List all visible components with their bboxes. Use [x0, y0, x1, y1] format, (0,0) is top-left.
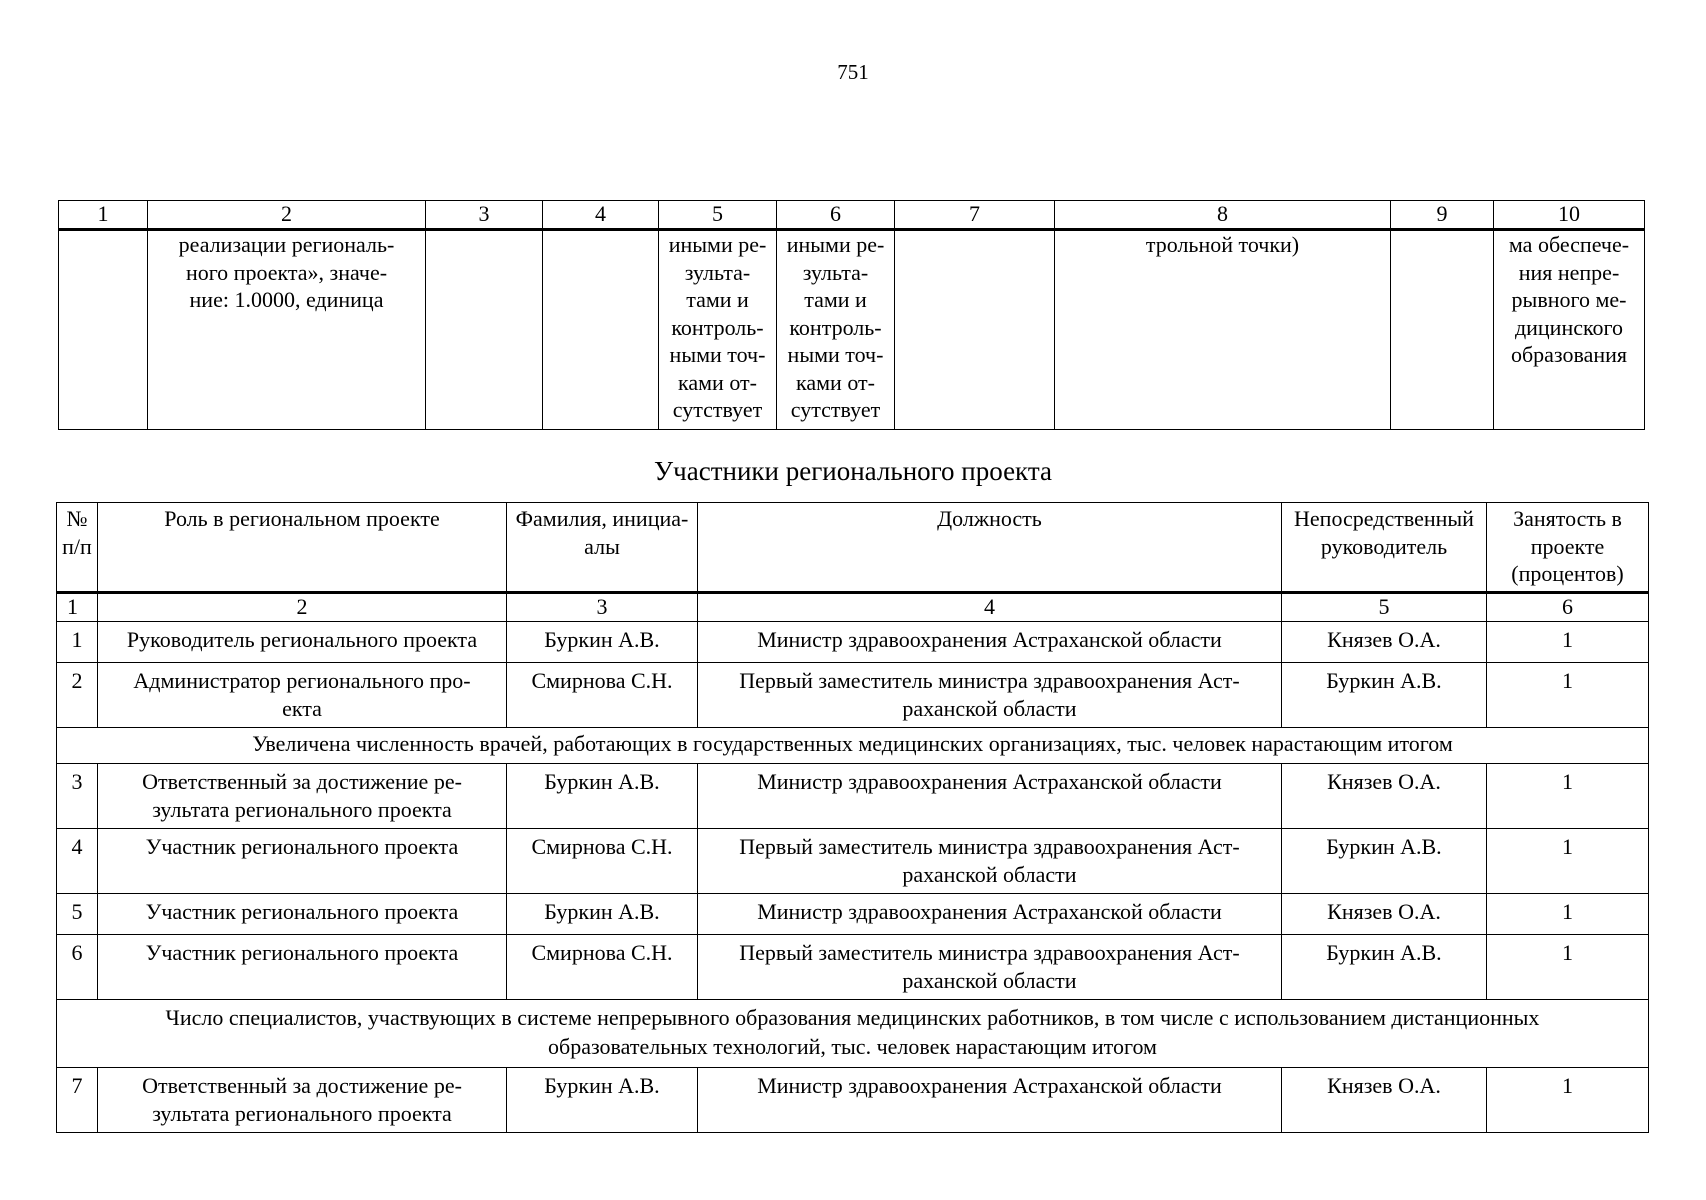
section-heading: [57, 728, 1649, 764]
cell-line: Участник регионального проекта: [145, 834, 459, 859]
column-number-row: [59, 201, 1645, 230]
cell-line: Ответственный за достижение ре-: [142, 769, 462, 794]
cell-line: иными ре-: [668, 232, 767, 257]
row-number: 1: [57, 622, 98, 663]
manager-cell: Буркин А.В.: [1282, 663, 1487, 728]
header-number: [57, 503, 98, 593]
cell-line: дицинского: [1514, 314, 1624, 340]
position-cell: [698, 1068, 1282, 1133]
position-cell: [698, 894, 1282, 935]
cell-line: Министр здравоохранения Астраханской области: [757, 899, 1222, 924]
header-name: [507, 503, 698, 593]
cell-line: сутствует: [672, 397, 763, 422]
header-line: №: [66, 506, 88, 531]
column-number: 1: [59, 201, 148, 230]
cell-line: Администратор регионального про-: [133, 668, 471, 693]
cell-line: Первый заместитель министра здравоохранения Аст-: [739, 940, 1240, 965]
cell-line: ния непре-: [1518, 259, 1620, 285]
name-cell: Смирнова С.Н.: [507, 935, 698, 1000]
results-continuation-table: [58, 200, 1645, 430]
position-cell: [698, 935, 1282, 1000]
cell-line: зульта-: [802, 259, 869, 285]
cell-line: ками от-: [678, 369, 757, 395]
column-number: 5: [1282, 593, 1487, 622]
employment-cell: 1: [1487, 935, 1649, 1000]
role-cell: [98, 894, 507, 935]
table-row: [57, 622, 1649, 663]
cell-line: контроль-: [789, 314, 882, 340]
header-line: Фамилия, инициа-: [515, 506, 689, 531]
name-cell: Смирнова С.Н.: [507, 663, 698, 728]
relation-cell: [777, 230, 895, 430]
column-number: 4: [543, 201, 659, 230]
name-cell: Буркин А.В.: [507, 1068, 698, 1133]
education-cell: [1494, 230, 1645, 430]
column-number: 1: [57, 593, 98, 622]
cell-line: зультата регионального проекта: [152, 796, 452, 822]
manager-cell: Князев О.А.: [1282, 622, 1487, 663]
employment-cell: 1: [1487, 1068, 1649, 1133]
column-number: 7: [895, 201, 1055, 230]
column-number: 3: [426, 201, 543, 230]
page-number: 751: [837, 60, 869, 84]
column-number: 2: [98, 593, 507, 622]
participants-table: [56, 502, 1649, 1133]
cell-line: образования: [1510, 342, 1628, 367]
section-row: [57, 1000, 1649, 1068]
role-cell: [98, 829, 507, 894]
cell-line: тами и: [804, 287, 867, 312]
table-row: [57, 764, 1649, 829]
row-number: 4: [57, 829, 98, 894]
header-row: [57, 503, 1649, 593]
cell-line: Министр здравоохранения Астраханской области: [757, 769, 1222, 794]
table-cell: [543, 230, 659, 430]
position-cell: [698, 663, 1282, 728]
row-number: 5: [57, 894, 98, 935]
header-line: руководитель: [1320, 533, 1448, 559]
name-cell: Буркин А.В.: [507, 622, 698, 663]
manager-cell: Князев О.А.: [1282, 894, 1487, 935]
cell-line: екта: [282, 695, 322, 721]
employment-cell: 1: [1487, 764, 1649, 829]
cell-line: тами и: [686, 287, 749, 312]
header-line: Занятость в: [1513, 506, 1622, 531]
table-row: [57, 663, 1649, 728]
cell-line: Участник регионального проекта: [145, 940, 459, 965]
cell-line: контроль-: [671, 314, 764, 340]
cell-line: зультата регионального проекта: [152, 1100, 452, 1126]
column-number: 8: [1055, 201, 1391, 230]
table-row: [57, 1068, 1649, 1133]
employment-cell: 1: [1487, 829, 1649, 894]
table-row: [59, 230, 1645, 430]
checkpoint-cell: [1055, 230, 1391, 430]
cell-line: ными точ-: [669, 342, 766, 367]
cell-line: Первый заместитель министра здравоохранения Аст-: [739, 668, 1240, 693]
employment-cell: 1: [1487, 894, 1649, 935]
column-number: 2: [148, 201, 426, 230]
employment-cell: 1: [1487, 622, 1649, 663]
relation-cell: [659, 230, 777, 430]
role-cell: [98, 935, 507, 1000]
position-cell: [698, 829, 1282, 894]
table-row: [57, 894, 1649, 935]
cell-line: раханской области: [902, 861, 1077, 887]
column-number: 9: [1391, 201, 1494, 230]
header-line: Непосредственный: [1294, 506, 1474, 531]
name-cell: Буркин А.В.: [507, 894, 698, 935]
row-number: 3: [57, 764, 98, 829]
name-cell: Буркин А.В.: [507, 764, 698, 829]
manager-cell: Князев О.А.: [1282, 764, 1487, 829]
name-cell: Смирнова С.Н.: [507, 829, 698, 894]
header-employment: [1487, 503, 1649, 593]
table-row: [57, 935, 1649, 1000]
header-role: Роль в региональном проекте: [98, 503, 507, 593]
column-number: 4: [698, 593, 1282, 622]
employment-cell: 1: [1487, 663, 1649, 728]
column-number: 6: [1487, 593, 1649, 622]
manager-cell: Буркин А.В.: [1282, 935, 1487, 1000]
header-manager: [1282, 503, 1487, 593]
header-position: Должность: [698, 503, 1282, 593]
cell-line: Министр здравоохранения Астраханской области: [757, 627, 1222, 652]
column-number: 3: [507, 593, 698, 622]
header-line: (процентов): [1511, 561, 1624, 586]
cell-line: ного проекта», значе-: [185, 259, 388, 285]
table-cell: [426, 230, 543, 430]
role-cell: [98, 1068, 507, 1133]
section-row: [57, 728, 1649, 764]
table-row: [57, 829, 1649, 894]
role-cell: [98, 663, 507, 728]
cell-line: ние: 1.0000, единица: [189, 287, 384, 312]
cell-line: Руководитель регионального проекта: [126, 627, 478, 652]
row-number: 2: [57, 663, 98, 728]
role-cell: [98, 764, 507, 829]
cell-line: Ответственный за достижение ре-: [142, 1073, 462, 1098]
row-number: 7: [57, 1068, 98, 1133]
cell-line: Первый заместитель министра здравоохранения Аст-: [739, 834, 1240, 859]
cell-line: иными ре-: [786, 232, 885, 257]
column-number: 5: [659, 201, 777, 230]
cell-line: Министр здравоохранения Астраханской области: [757, 1073, 1222, 1098]
cell-line: реализации региональ-: [178, 232, 395, 257]
cell-line: зульта-: [684, 259, 751, 285]
manager-cell: Князев О.А.: [1282, 1068, 1487, 1133]
section-heading: [57, 1000, 1649, 1068]
cell-line: ными точ-: [787, 342, 884, 367]
position-cell: [698, 764, 1282, 829]
section-line: Увеличена численность врачей, работающих в государственных медицинских организациях, тыс. человек нарастающим итогом: [252, 731, 1453, 756]
cell-line: раханской области: [902, 967, 1077, 993]
result-description-cell: [148, 230, 426, 430]
header-line: алы: [584, 533, 620, 559]
role-cell: [98, 622, 507, 663]
cell-line: ма обеспече-: [1508, 232, 1630, 257]
column-number: 10: [1494, 201, 1645, 230]
section-title: Участники регионального проекта: [654, 456, 1052, 486]
row-number: 6: [57, 935, 98, 1000]
cell-line: ками от-: [796, 369, 875, 395]
header-line: п/п: [62, 533, 92, 559]
section-line: образовательных технологий, тыс. человек нарастающим итогом: [548, 1034, 1157, 1059]
section-line: Число специалистов, участвующих в системе непрерывного образования медицинских работников, в том числе с использованием дистанционных: [165, 1005, 1540, 1030]
manager-cell: Буркин А.В.: [1282, 829, 1487, 894]
column-number-row: [57, 593, 1649, 622]
cell-line: Участник регионального проекта: [145, 899, 459, 924]
cell-line: раханской области: [902, 695, 1077, 721]
cell-line: трольной точки): [1145, 232, 1300, 257]
column-number: 6: [777, 201, 895, 230]
cell-line: рывного ме-: [1511, 287, 1627, 312]
table-cell: [59, 230, 148, 430]
header-line: проекте: [1530, 533, 1605, 559]
position-cell: [698, 622, 1282, 663]
cell-line: сутствует: [790, 397, 881, 422]
table-cell: [895, 230, 1055, 430]
table-cell: [1391, 230, 1494, 430]
